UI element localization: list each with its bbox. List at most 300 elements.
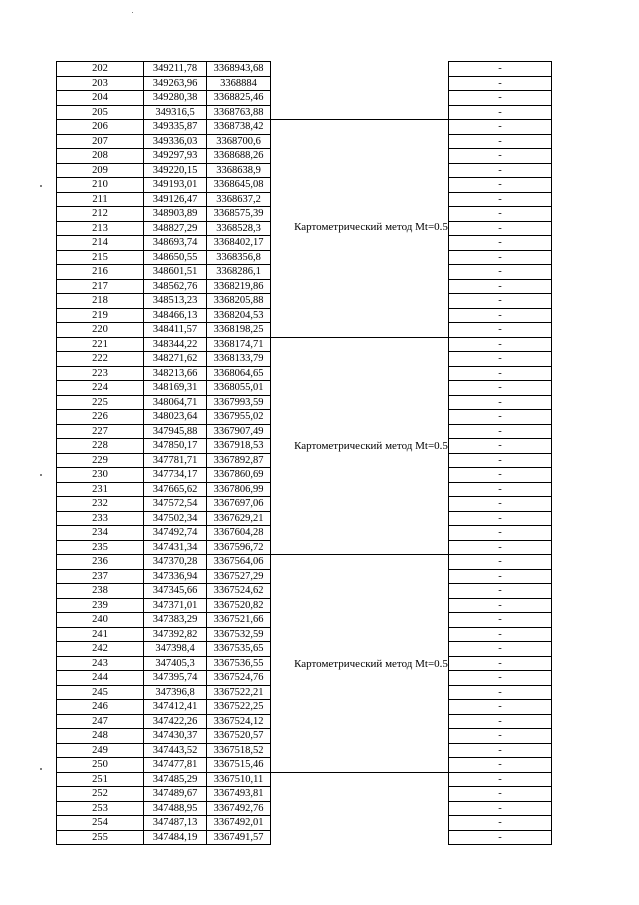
point-number-cell: 209: [57, 163, 144, 178]
table-row: [57, 569, 552, 584]
table-row: [57, 337, 552, 352]
y-coordinate-cell: 3367604,28: [207, 526, 271, 541]
point-number-cell: 202: [57, 62, 144, 77]
accuracy-cell: -: [449, 555, 552, 570]
point-number-cell: 244: [57, 671, 144, 686]
x-coordinate-cell: 349126,47: [144, 192, 207, 207]
accuracy-cell: -: [449, 62, 552, 77]
x-coordinate-cell: 347412,41: [144, 700, 207, 715]
method-column-cell: [271, 236, 449, 251]
table-row: [57, 149, 552, 164]
y-coordinate-cell: 3368700,6: [207, 134, 271, 149]
y-coordinate-cell: 3368528,3: [207, 221, 271, 236]
point-number-cell: 252: [57, 787, 144, 802]
method-column-cell: [271, 366, 449, 381]
method-column-cell: [271, 497, 449, 512]
y-coordinate-cell: 3367993,59: [207, 395, 271, 410]
x-coordinate-cell: 347345,66: [144, 584, 207, 599]
point-number-cell: 212: [57, 207, 144, 222]
y-coordinate-cell: 3367510,11: [207, 772, 271, 787]
table-row: [57, 729, 552, 744]
table-row: [57, 642, 552, 657]
x-coordinate-cell: 348344,22: [144, 337, 207, 352]
y-coordinate-cell: 3367520,57: [207, 729, 271, 744]
y-coordinate-cell: 3368763,88: [207, 105, 271, 120]
accuracy-cell: -: [449, 294, 552, 309]
method-column-cell: [271, 279, 449, 294]
table-row: [57, 91, 552, 106]
table-row: [57, 453, 552, 468]
method-column-cell: [271, 526, 449, 541]
x-coordinate-cell: 348562,76: [144, 279, 207, 294]
y-coordinate-cell: 3368825,46: [207, 91, 271, 106]
point-number-cell: 221: [57, 337, 144, 352]
y-coordinate-cell: 3367955,02: [207, 410, 271, 425]
y-coordinate-cell: 3367536,55: [207, 656, 271, 671]
accuracy-cell: -: [449, 656, 552, 671]
method-column-cell: [271, 787, 449, 802]
y-coordinate-cell: 3368204,53: [207, 308, 271, 323]
point-number-cell: 220: [57, 323, 144, 338]
x-coordinate-cell: 347395,74: [144, 671, 207, 686]
point-number-cell: 207: [57, 134, 144, 149]
accuracy-cell: -: [449, 453, 552, 468]
accuracy-cell: -: [449, 352, 552, 367]
point-number-cell: 224: [57, 381, 144, 396]
y-coordinate-cell: 3367907,49: [207, 424, 271, 439]
method-column-cell: [271, 178, 449, 193]
method-column-cell: [271, 540, 449, 555]
method-column-cell: [271, 294, 449, 309]
accuracy-cell: -: [449, 598, 552, 613]
accuracy-cell: -: [449, 627, 552, 642]
point-number-cell: 234: [57, 526, 144, 541]
table-row: [57, 76, 552, 91]
y-coordinate-cell: 3368943,68: [207, 62, 271, 77]
method-label: Картометрический метод Mt=0.5: [294, 440, 448, 452]
y-coordinate-cell: 3367518,52: [207, 743, 271, 758]
x-coordinate-cell: 348411,57: [144, 323, 207, 338]
point-number-cell: 243: [57, 656, 144, 671]
point-number-cell: 206: [57, 120, 144, 135]
x-coordinate-cell: 348213,66: [144, 366, 207, 381]
point-number-cell: 233: [57, 511, 144, 526]
x-coordinate-cell: 348903,89: [144, 207, 207, 222]
y-coordinate-cell: 3367596,72: [207, 540, 271, 555]
method-column-cell: [271, 207, 449, 222]
x-coordinate-cell: 347443,52: [144, 743, 207, 758]
y-coordinate-cell: 3367806,99: [207, 482, 271, 497]
y-coordinate-cell: 3367522,21: [207, 685, 271, 700]
table-row: [57, 758, 552, 773]
y-coordinate-cell: 3368645,08: [207, 178, 271, 193]
accuracy-cell: -: [449, 482, 552, 497]
y-coordinate-cell: 3367521,66: [207, 613, 271, 628]
method-column-cell: [271, 671, 449, 686]
method-column-cell: [271, 468, 449, 483]
method-column-cell: [271, 613, 449, 628]
table-row: [57, 120, 552, 135]
y-coordinate-cell: 3367535,65: [207, 642, 271, 657]
accuracy-cell: -: [449, 207, 552, 222]
accuracy-cell: -: [449, 671, 552, 686]
point-number-cell: 232: [57, 497, 144, 512]
accuracy-cell: -: [449, 729, 552, 744]
x-coordinate-cell: 347850,17: [144, 439, 207, 454]
point-number-cell: 216: [57, 265, 144, 280]
point-number-cell: 223: [57, 366, 144, 381]
accuracy-cell: -: [449, 105, 552, 120]
scan-speck: [40, 474, 42, 476]
x-coordinate-cell: 347422,26: [144, 714, 207, 729]
point-number-cell: 210: [57, 178, 144, 193]
x-coordinate-cell: 348693,74: [144, 236, 207, 251]
accuracy-cell: -: [449, 526, 552, 541]
method-column-cell: [271, 134, 449, 149]
x-coordinate-cell: 347489,67: [144, 787, 207, 802]
x-coordinate-cell: 347484,19: [144, 830, 207, 845]
method-column-cell: [271, 743, 449, 758]
table-row: [57, 511, 552, 526]
y-coordinate-cell: 3368884: [207, 76, 271, 91]
accuracy-cell: -: [449, 279, 552, 294]
table-row: [57, 613, 552, 628]
x-coordinate-cell: 347383,29: [144, 613, 207, 628]
point-number-cell: 229: [57, 453, 144, 468]
method-column-cell: [271, 453, 449, 468]
accuracy-cell: -: [449, 250, 552, 265]
y-coordinate-cell: 3367520,82: [207, 598, 271, 613]
point-number-cell: 242: [57, 642, 144, 657]
y-coordinate-cell: 3367527,29: [207, 569, 271, 584]
point-number-cell: 247: [57, 714, 144, 729]
point-number-cell: 214: [57, 236, 144, 251]
x-coordinate-cell: 347485,29: [144, 772, 207, 787]
table-row: [57, 555, 552, 570]
table-row: [57, 685, 552, 700]
method-label: Картометрический метод Mt=0.5: [294, 221, 448, 233]
x-coordinate-cell: 347431,34: [144, 540, 207, 555]
x-coordinate-cell: 349193,01: [144, 178, 207, 193]
y-coordinate-cell: 3368356,8: [207, 250, 271, 265]
table-row: [57, 62, 552, 77]
point-number-cell: 205: [57, 105, 144, 120]
y-coordinate-cell: 3367515,46: [207, 758, 271, 773]
point-number-cell: 218: [57, 294, 144, 309]
accuracy-cell: -: [449, 511, 552, 526]
x-coordinate-cell: 348466,13: [144, 308, 207, 323]
accuracy-cell: -: [449, 395, 552, 410]
method-column-cell: [271, 627, 449, 642]
y-coordinate-cell: 3368637,2: [207, 192, 271, 207]
accuracy-cell: -: [449, 236, 552, 251]
x-coordinate-cell: 347945,88: [144, 424, 207, 439]
y-coordinate-cell: 3368638,9: [207, 163, 271, 178]
method-column-cell: [271, 584, 449, 599]
accuracy-cell: -: [449, 163, 552, 178]
point-number-cell: 217: [57, 279, 144, 294]
x-coordinate-cell: 349316,5: [144, 105, 207, 120]
table-row: [57, 279, 552, 294]
method-column-cell: [271, 163, 449, 178]
method-column-cell: [271, 700, 449, 715]
scan-speck: [40, 185, 42, 187]
point-number-cell: 246: [57, 700, 144, 715]
method-column-cell: [271, 192, 449, 207]
accuracy-cell: -: [449, 221, 552, 236]
table-row: [57, 323, 552, 338]
table-row: [57, 424, 552, 439]
point-number-cell: 250: [57, 758, 144, 773]
method-label: Картометрический метод Mt=0.5: [294, 658, 448, 670]
method-column-cell: [271, 265, 449, 280]
table-row: [57, 801, 552, 816]
accuracy-cell: -: [449, 120, 552, 135]
point-number-cell: 226: [57, 410, 144, 425]
point-number-cell: 240: [57, 613, 144, 628]
x-coordinate-cell: 347392,82: [144, 627, 207, 642]
table-row: [57, 787, 552, 802]
method-column-cell: [271, 149, 449, 164]
table-row: [57, 250, 552, 265]
method-column-cell: [271, 76, 449, 91]
accuracy-cell: -: [449, 584, 552, 599]
x-coordinate-cell: 349335,87: [144, 120, 207, 135]
x-coordinate-cell: 347734,17: [144, 468, 207, 483]
y-coordinate-cell: 3368402,17: [207, 236, 271, 251]
y-coordinate-cell: 3367564,06: [207, 555, 271, 570]
method-column-cell: [271, 801, 449, 816]
method-column-cell: [271, 381, 449, 396]
x-coordinate-cell: 347477,81: [144, 758, 207, 773]
x-coordinate-cell: 349336,03: [144, 134, 207, 149]
table-row: [57, 207, 552, 222]
accuracy-cell: -: [449, 381, 552, 396]
accuracy-cell: -: [449, 178, 552, 193]
point-number-cell: 255: [57, 830, 144, 845]
table-row: [57, 192, 552, 207]
accuracy-cell: -: [449, 540, 552, 555]
x-coordinate-cell: 348023,64: [144, 410, 207, 425]
table-row: [57, 743, 552, 758]
method-column-cell: [271, 120, 449, 135]
accuracy-cell: -: [449, 497, 552, 512]
method-column-cell: [271, 323, 449, 338]
x-coordinate-cell: 349211,78: [144, 62, 207, 77]
method-column-cell: [271, 772, 449, 787]
point-number-cell: 227: [57, 424, 144, 439]
y-coordinate-cell: 3368198,25: [207, 323, 271, 338]
method-column-cell: [271, 62, 449, 77]
x-coordinate-cell: 347398,4: [144, 642, 207, 657]
table-row: [57, 294, 552, 309]
point-number-cell: 254: [57, 816, 144, 831]
accuracy-cell: -: [449, 149, 552, 164]
method-column-cell: [271, 337, 449, 352]
x-coordinate-cell: 348169,31: [144, 381, 207, 396]
x-coordinate-cell: 348513,23: [144, 294, 207, 309]
x-coordinate-cell: 347781,71: [144, 453, 207, 468]
table-row: [57, 497, 552, 512]
table-row: [57, 816, 552, 831]
method-column-cell: [271, 714, 449, 729]
table-row: [57, 410, 552, 425]
y-coordinate-cell: 3368174,71: [207, 337, 271, 352]
x-coordinate-cell: 348827,29: [144, 221, 207, 236]
method-column-cell: [271, 729, 449, 744]
method-column-cell: [271, 308, 449, 323]
x-coordinate-cell: 347488,95: [144, 801, 207, 816]
x-coordinate-cell: 347371,01: [144, 598, 207, 613]
accuracy-cell: -: [449, 700, 552, 715]
accuracy-cell: -: [449, 439, 552, 454]
table-row: [57, 526, 552, 541]
accuracy-cell: -: [449, 758, 552, 773]
table-row: [57, 366, 552, 381]
point-number-cell: 248: [57, 729, 144, 744]
y-coordinate-cell: 3367493,81: [207, 787, 271, 802]
method-column-cell: [271, 352, 449, 367]
y-coordinate-cell: 3368688,26: [207, 149, 271, 164]
point-number-cell: 236: [57, 555, 144, 570]
accuracy-cell: -: [449, 134, 552, 149]
method-column-cell: [271, 816, 449, 831]
y-coordinate-cell: 3367629,21: [207, 511, 271, 526]
accuracy-cell: -: [449, 569, 552, 584]
x-coordinate-cell: 347665,62: [144, 482, 207, 497]
accuracy-cell: -: [449, 468, 552, 483]
table-row: [57, 395, 552, 410]
x-coordinate-cell: 347492,74: [144, 526, 207, 541]
table-row: [57, 468, 552, 483]
coordinates-table: [56, 61, 552, 845]
method-column-cell: [271, 424, 449, 439]
point-number-cell: 204: [57, 91, 144, 106]
point-number-cell: 222: [57, 352, 144, 367]
accuracy-cell: -: [449, 787, 552, 802]
point-number-cell: 208: [57, 149, 144, 164]
y-coordinate-cell: 3367522,25: [207, 700, 271, 715]
accuracy-cell: -: [449, 743, 552, 758]
y-coordinate-cell: 3367697,06: [207, 497, 271, 512]
method-column-cell: [271, 395, 449, 410]
x-coordinate-cell: 349220,15: [144, 163, 207, 178]
accuracy-cell: -: [449, 714, 552, 729]
y-coordinate-cell: 3368133,79: [207, 352, 271, 367]
point-number-cell: 231: [57, 482, 144, 497]
method-column-cell: [271, 598, 449, 613]
y-coordinate-cell: 3368219,86: [207, 279, 271, 294]
x-coordinate-cell: 347487,13: [144, 816, 207, 831]
table-row: [57, 830, 552, 845]
table-row: [57, 714, 552, 729]
y-coordinate-cell: 3367892,87: [207, 453, 271, 468]
y-coordinate-cell: 3368575,39: [207, 207, 271, 222]
x-coordinate-cell: 347396,8: [144, 685, 207, 700]
point-number-cell: 219: [57, 308, 144, 323]
x-coordinate-cell: 348601,51: [144, 265, 207, 280]
x-coordinate-cell: 347502,34: [144, 511, 207, 526]
point-number-cell: 225: [57, 395, 144, 410]
y-coordinate-cell: 3367524,62: [207, 584, 271, 599]
accuracy-cell: -: [449, 410, 552, 425]
y-coordinate-cell: 3367918,53: [207, 439, 271, 454]
accuracy-cell: -: [449, 816, 552, 831]
point-number-cell: 203: [57, 76, 144, 91]
table-row: [57, 308, 552, 323]
method-column-cell: [271, 830, 449, 845]
y-coordinate-cell: 3367532,59: [207, 627, 271, 642]
method-column-cell: [271, 685, 449, 700]
table-row: [57, 627, 552, 642]
table-row: [57, 105, 552, 120]
accuracy-cell: -: [449, 642, 552, 657]
table-row: [57, 772, 552, 787]
y-coordinate-cell: 3367860,69: [207, 468, 271, 483]
x-coordinate-cell: 348650,55: [144, 250, 207, 265]
x-coordinate-cell: 347430,37: [144, 729, 207, 744]
accuracy-cell: -: [449, 772, 552, 787]
accuracy-cell: -: [449, 91, 552, 106]
y-coordinate-cell: 3368205,88: [207, 294, 271, 309]
x-coordinate-cell: 348064,71: [144, 395, 207, 410]
accuracy-cell: -: [449, 685, 552, 700]
point-number-cell: 253: [57, 801, 144, 816]
method-column-cell: [271, 511, 449, 526]
point-number-cell: 213: [57, 221, 144, 236]
point-number-cell: 215: [57, 250, 144, 265]
table-row: [57, 381, 552, 396]
accuracy-cell: -: [449, 265, 552, 280]
table-row: [57, 352, 552, 367]
x-coordinate-cell: 347370,28: [144, 555, 207, 570]
point-number-cell: 245: [57, 685, 144, 700]
y-coordinate-cell: 3367492,76: [207, 801, 271, 816]
point-number-cell: 249: [57, 743, 144, 758]
table-row: [57, 700, 552, 715]
table-row: [57, 134, 552, 149]
table-row: [57, 163, 552, 178]
method-column-cell: [271, 758, 449, 773]
table-row: [57, 540, 552, 555]
x-coordinate-cell: 347572,54: [144, 497, 207, 512]
y-coordinate-cell: 3367524,12: [207, 714, 271, 729]
table-row: [57, 265, 552, 280]
x-coordinate-cell: 347336,94: [144, 569, 207, 584]
accuracy-cell: -: [449, 308, 552, 323]
accuracy-cell: -: [449, 323, 552, 338]
table-row: [57, 671, 552, 686]
point-number-cell: 238: [57, 584, 144, 599]
point-number-cell: 237: [57, 569, 144, 584]
table-row: [57, 236, 552, 251]
point-number-cell: 251: [57, 772, 144, 787]
scan-speck: [132, 12, 133, 13]
accuracy-cell: -: [449, 613, 552, 628]
accuracy-cell: -: [449, 337, 552, 352]
point-number-cell: 211: [57, 192, 144, 207]
y-coordinate-cell: 3367492,01: [207, 816, 271, 831]
y-coordinate-cell: 3368738,42: [207, 120, 271, 135]
point-number-cell: 239: [57, 598, 144, 613]
accuracy-cell: -: [449, 830, 552, 845]
x-coordinate-cell: 349297,93: [144, 149, 207, 164]
point-number-cell: 228: [57, 439, 144, 454]
accuracy-cell: -: [449, 192, 552, 207]
method-column-cell: [271, 91, 449, 106]
scan-speck: [40, 768, 42, 770]
x-coordinate-cell: 349263,96: [144, 76, 207, 91]
